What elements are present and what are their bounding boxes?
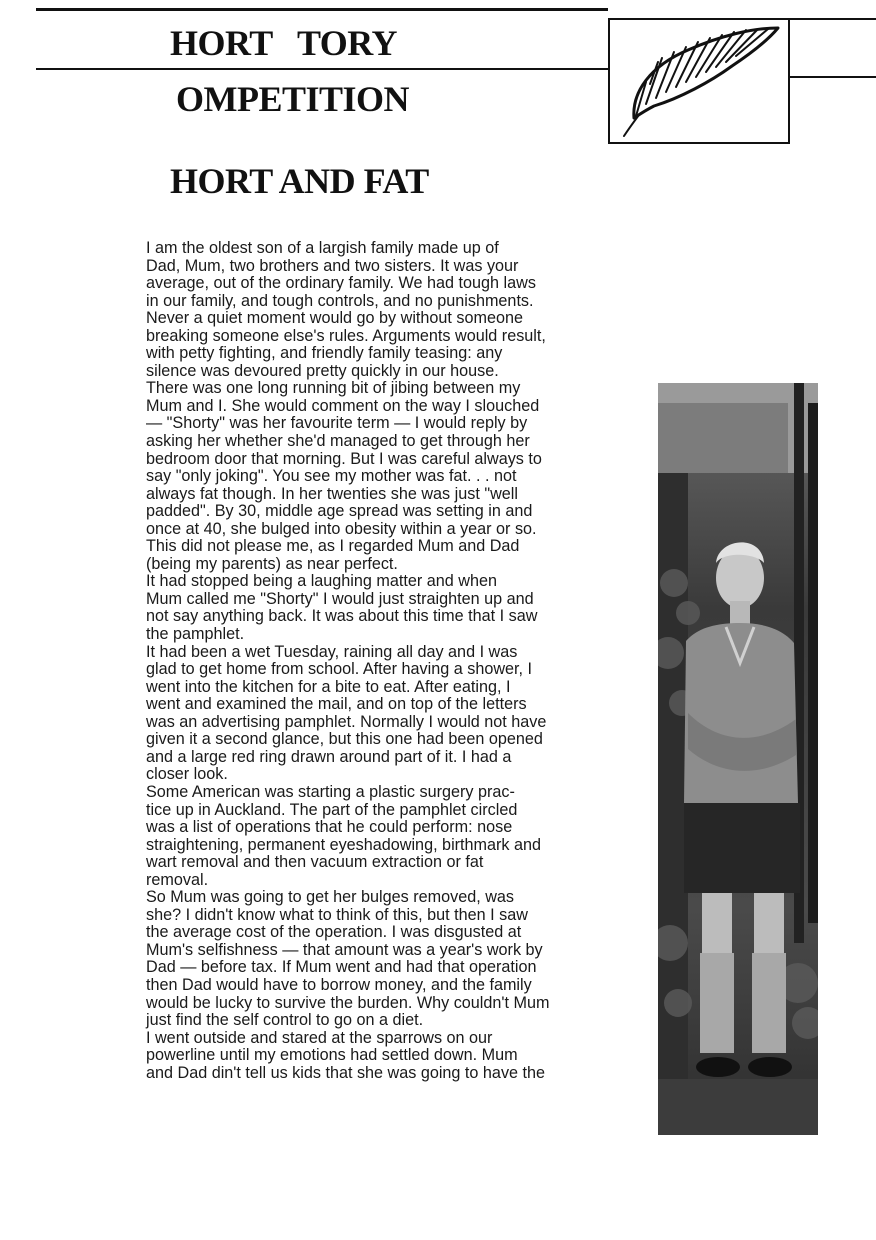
feather-logo-box (608, 18, 790, 144)
paragraph: It had stopped being a laughing matter and when Mum called me "Shorty" I would just straighten up and not say anything back. It was about this time that I saw the pamphlet. (146, 572, 538, 644)
paragraph: Some American was starting a plastic surgery prac- tice up in Auckland. The part of the pamphlet circled was a list of operations that he could perform: nose straightening, permanent eyeshadowing, birthmark and wart removal and then vacuum extraction or fat removal. (146, 782, 542, 889)
right-top-rule (790, 18, 876, 20)
header-title-short-story: HORT TORY (170, 23, 398, 63)
paragraph: This did not please me, as I regarded Mum and Dad (being my parents) as near perfect. (146, 537, 520, 573)
paragraph: There was one long running bit of jibing between my Mum and I. She would comment on the way I slouched — "Shorty" was her favourite term — I would reply by asking her whether she'd managed to get through her bedroom door that morning. But I was careful always to say "only joking". You see my mother was fat. . . not always fat though. In her twenties she was just "well padded". By 30, middle age spread was setting in and once at 40, she bulged into obesity within a year or so. (146, 379, 542, 538)
author-photo (658, 383, 818, 1135)
top-rule (36, 8, 608, 11)
header-title-competition: OMPETITION (176, 79, 410, 119)
article-title: HORT AND FAT (170, 161, 429, 201)
paragraph: I am the oldest son of a largish family made up of Dad, Mum, two brothers and two sisters. It was your average, out of the ordinary family. We had tough laws in our family, and tough controls, and no punishments. Never a quiet moment would go by without someone breaking someone else's rules. Arguments would result, with petty fighting, and friendly family teasing: any silence was devoured pretty quickly in our house. (146, 239, 546, 380)
right-rule (790, 76, 876, 78)
paragraph: It had been a wet Tuesday, raining all day and I was glad to get home from school. After having a shower, I went into the kitchen for a bite to eat. After eating, I went and examined the mail, and on top of the letters was an advertising pamphlet. Normally I would not have given it a second glance, but this one had been opened and a large red ring drawn around part of it. I had a closer look. (146, 642, 547, 784)
article-body (146, 240, 549, 1082)
paragraph: So Mum was going to get her bulges removed, was she? I didn't know what to think of this, but then I saw the average cost of the operation. I was disgusted at Mum's selfishness — that amount was a year's work by Dad — before tax. If Mum went and had that operation then Dad would have to borrow money, and the family would be lucky to survive the burden. Why couldn't Mum just find the self control to go on a diet. (146, 888, 550, 1030)
middle-rule (36, 68, 608, 70)
feather-icon (610, 20, 788, 142)
paragraph: I went outside and stared at the sparrows on our powerline until my emotions had settled down. Mum and Dad din't tell us kids that she was going to have the (146, 1028, 546, 1082)
